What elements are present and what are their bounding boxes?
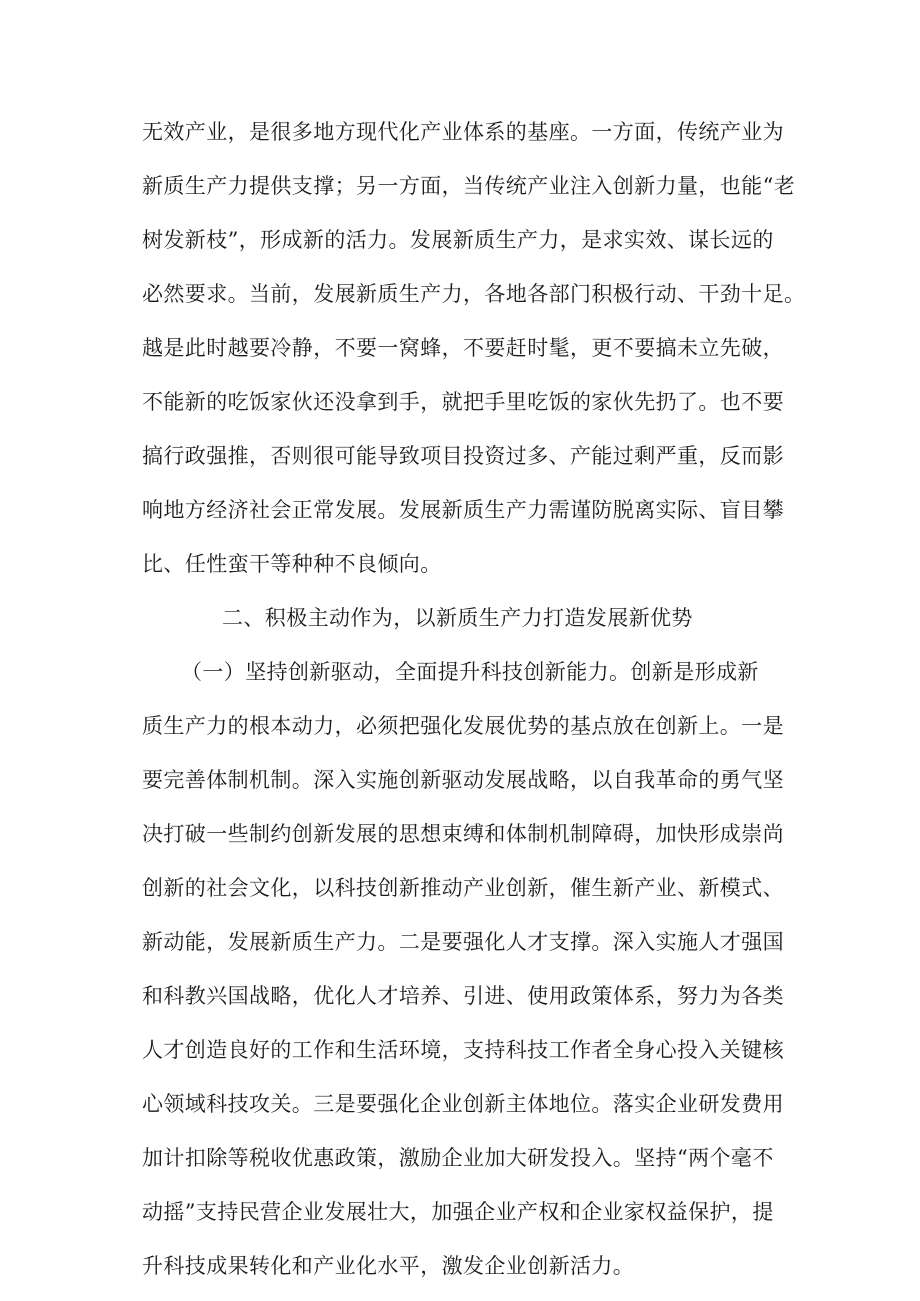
paragraph-line: 心领域科技攻关。三是要强化企业创新主体地位。落实企业研发费用 [142,1092,784,1116]
paragraph-line: 必然要求。当前，发展新质生产力，各地各部门积极行动、干劲十足。 [142,282,806,306]
paragraph-line: 树发新枝”，形成新的活力。发展新质生产力，是求实效、谋长远的 [142,228,774,252]
paragraph-line: 无效产业，是很多地方现代化产业体系的基座。一方面，传统产业为 [142,120,784,144]
paragraph-line: 比、任性蛮干等种种不良倾向。 [142,552,442,576]
paragraph-line: 不能新的吃饭家伙还没拿到手，就把手里吃饭的家伙先扔了。也不要 [142,390,784,414]
paragraph-line: （一）坚持创新驱动，全面提升科技创新能力。创新是形成新 [181,660,759,684]
paragraph-line: 响地方经济社会正常发展。发展新质生产力需谨防脱离实际、盲目攀 [142,498,784,522]
paragraph-line: 要完善体制机制。深入实施创新驱动发展战略，以自我革命的勇气坚 [142,768,784,792]
paragraph-line: 动摇”支持民营企业发展壮大，加强企业产权和企业家权益保护，提 [142,1200,774,1224]
paragraph-line: 决打破一些制约创新发展的思想束缚和体制机制障碍，加快形成崇尚 [142,822,784,846]
paragraph-line: 升科技成果转化和产业化水平，激发企业创新活力。 [142,1254,635,1278]
paragraph-line: 和科教兴国战略，优化人才培养、引进、使用政策体系，努力为各类 [142,984,784,1008]
paragraph-line: 创新的社会文化，以科技创新推动产业创新，催生新产业、新模式、 [142,876,784,900]
paragraph-line: 越是此时越要冷静，不要一窝蜂，不要赶时髦，更不要搞未立先破， [142,336,784,360]
paragraph-line: 新质生产力提供支撑；另一方面，当传统产业注入创新力量，也能“老 [142,174,796,198]
paragraph-line: 质生产力的根本动力，必须把强化发展优势的基点放在创新上。一是 [142,714,784,738]
paragraph-line: 搞行政强推，否则很可能导致项目投资过多、产能过剩严重，反而影 [142,444,784,468]
paragraph-line: 加计扣除等税收优惠政策，激励企业加大研发投入。坚持“两个毫不 [142,1146,774,1170]
section-heading: 二、积极主动作为，以新质生产力打造发展新优势 [222,606,693,630]
paragraph-line: 人才创造良好的工作和生活环境，支持科技工作者全身心投入关键核 [142,1038,784,1062]
paragraph-line: 新动能，发展新质生产力。二是要强化人才支撑。深入实施人才强国 [142,930,784,954]
